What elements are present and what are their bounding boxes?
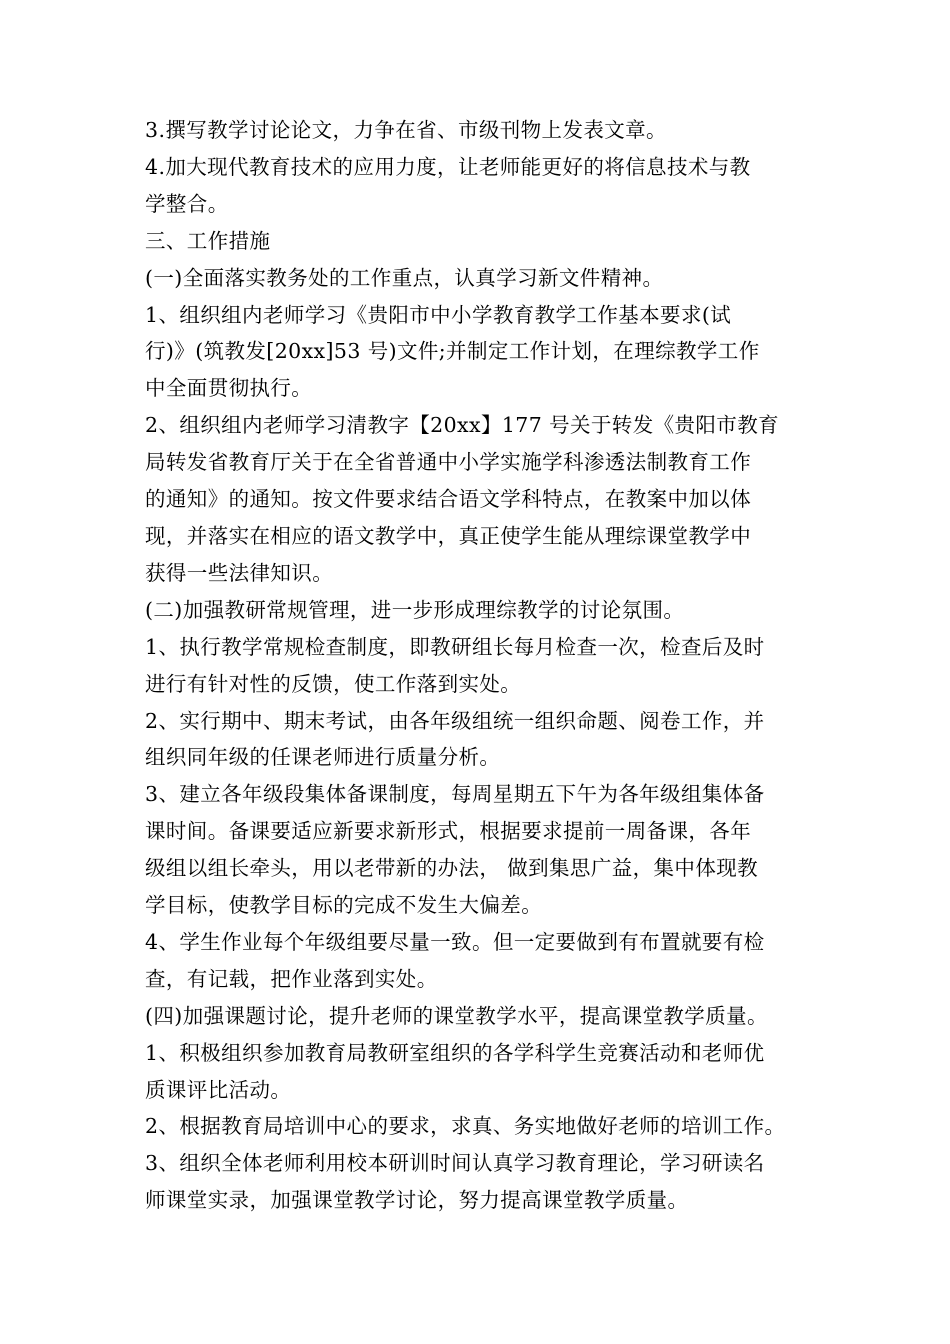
- subsection-heading: (四)加强课题讨论，提升老师的课堂教学水平，提高课堂教学质量。: [145, 1003, 768, 1028]
- text-line: 获得一些法律知识。: [145, 560, 334, 585]
- text-line: 1、执行教学常规检查制度，即教研组长每月检查一次，检查后及时: [145, 634, 765, 659]
- text-line: 2、组织组内老师学习清教字【20xx】177 号关于转发《贵阳市教育: [145, 413, 779, 438]
- text-line: 3.撰写教学讨论论文，力争在省、市级刊物上发表文章。: [145, 118, 667, 142]
- text-line: 组织同年级的任课老师进行质量分析。: [145, 745, 501, 770]
- document-body: [145, 112, 815, 1219]
- text-line: 2、实行期中、期末考试，由各年级组统一组织命题、阅卷工作，并: [145, 708, 765, 733]
- text-line: 质课评比活动。: [145, 1077, 292, 1102]
- text-line: 课时间。备课要适应新要求新形式，根据要求提前一周备课，各年: [145, 819, 752, 844]
- text-line: 的通知》的通知。按文件要求结合语文学科特点，在教案中加以体: [145, 487, 752, 512]
- text-line: 1、组织组内老师学习《贵阳市中小学教育教学工作基本要求(试: [145, 302, 732, 327]
- text-line: 师课堂实录，加强课堂教学讨论，努力提高课堂教学质量。: [145, 1188, 689, 1213]
- text-line: 级组以组长牵头，用以老带新的办法， 做到集思广益，集中体现教: [145, 856, 759, 881]
- text-line: 进行有针对性的反馈，使工作落到实处。: [145, 671, 522, 696]
- text-line: 行)》(筑教发[20xx]53 号)文件;并制定工作计划，在理综教学工作: [145, 339, 760, 364]
- text-line: 3、组织全体老师利用校本研训时间认真学习教育理论，学习研读名: [145, 1151, 765, 1176]
- subsection-heading: (一)全面落实教务处的工作重点，认真学习新文件精神。: [145, 265, 664, 290]
- text-line: 4、学生作业每个年级组要尽量一致。但一定要做到有布置就要有检: [145, 929, 765, 954]
- section-heading: 三、工作措施: [145, 228, 271, 253]
- text-line: 1、积极组织参加教育局教研室组织的各学科学生竞赛活动和老师优: [145, 1040, 765, 1065]
- subsection-heading: (二)加强教研常规管理，进一步形成理综教学的讨论氛围。: [145, 597, 685, 622]
- text-line: 4.加大现代教育技术的应用力度，让老师能更好的将信息技术与教: [145, 154, 751, 179]
- text-line: 现，并落实在相应的语文教学中，真正使学生能从理综课堂教学中: [145, 523, 752, 548]
- text-line: 局转发省教育厅关于在全省普通中小学实施学科渗透法制教育工作: [145, 450, 752, 475]
- text-line: 学目标，使教学目标的完成不发生大偏差。: [145, 893, 543, 918]
- text-line: 学整合。: [145, 191, 229, 216]
- text-line: 3、建立各年级段集体备课制度，每周星期五下午为各年级组集体备: [145, 782, 765, 807]
- text-line: 查，有记载，把作业落到实处。: [145, 966, 438, 991]
- text-line: 中全面贯彻执行。: [145, 376, 313, 401]
- text-line: 2、根据教育局培训中心的要求，求真、务实地做好老师的培训工作。: [145, 1114, 786, 1139]
